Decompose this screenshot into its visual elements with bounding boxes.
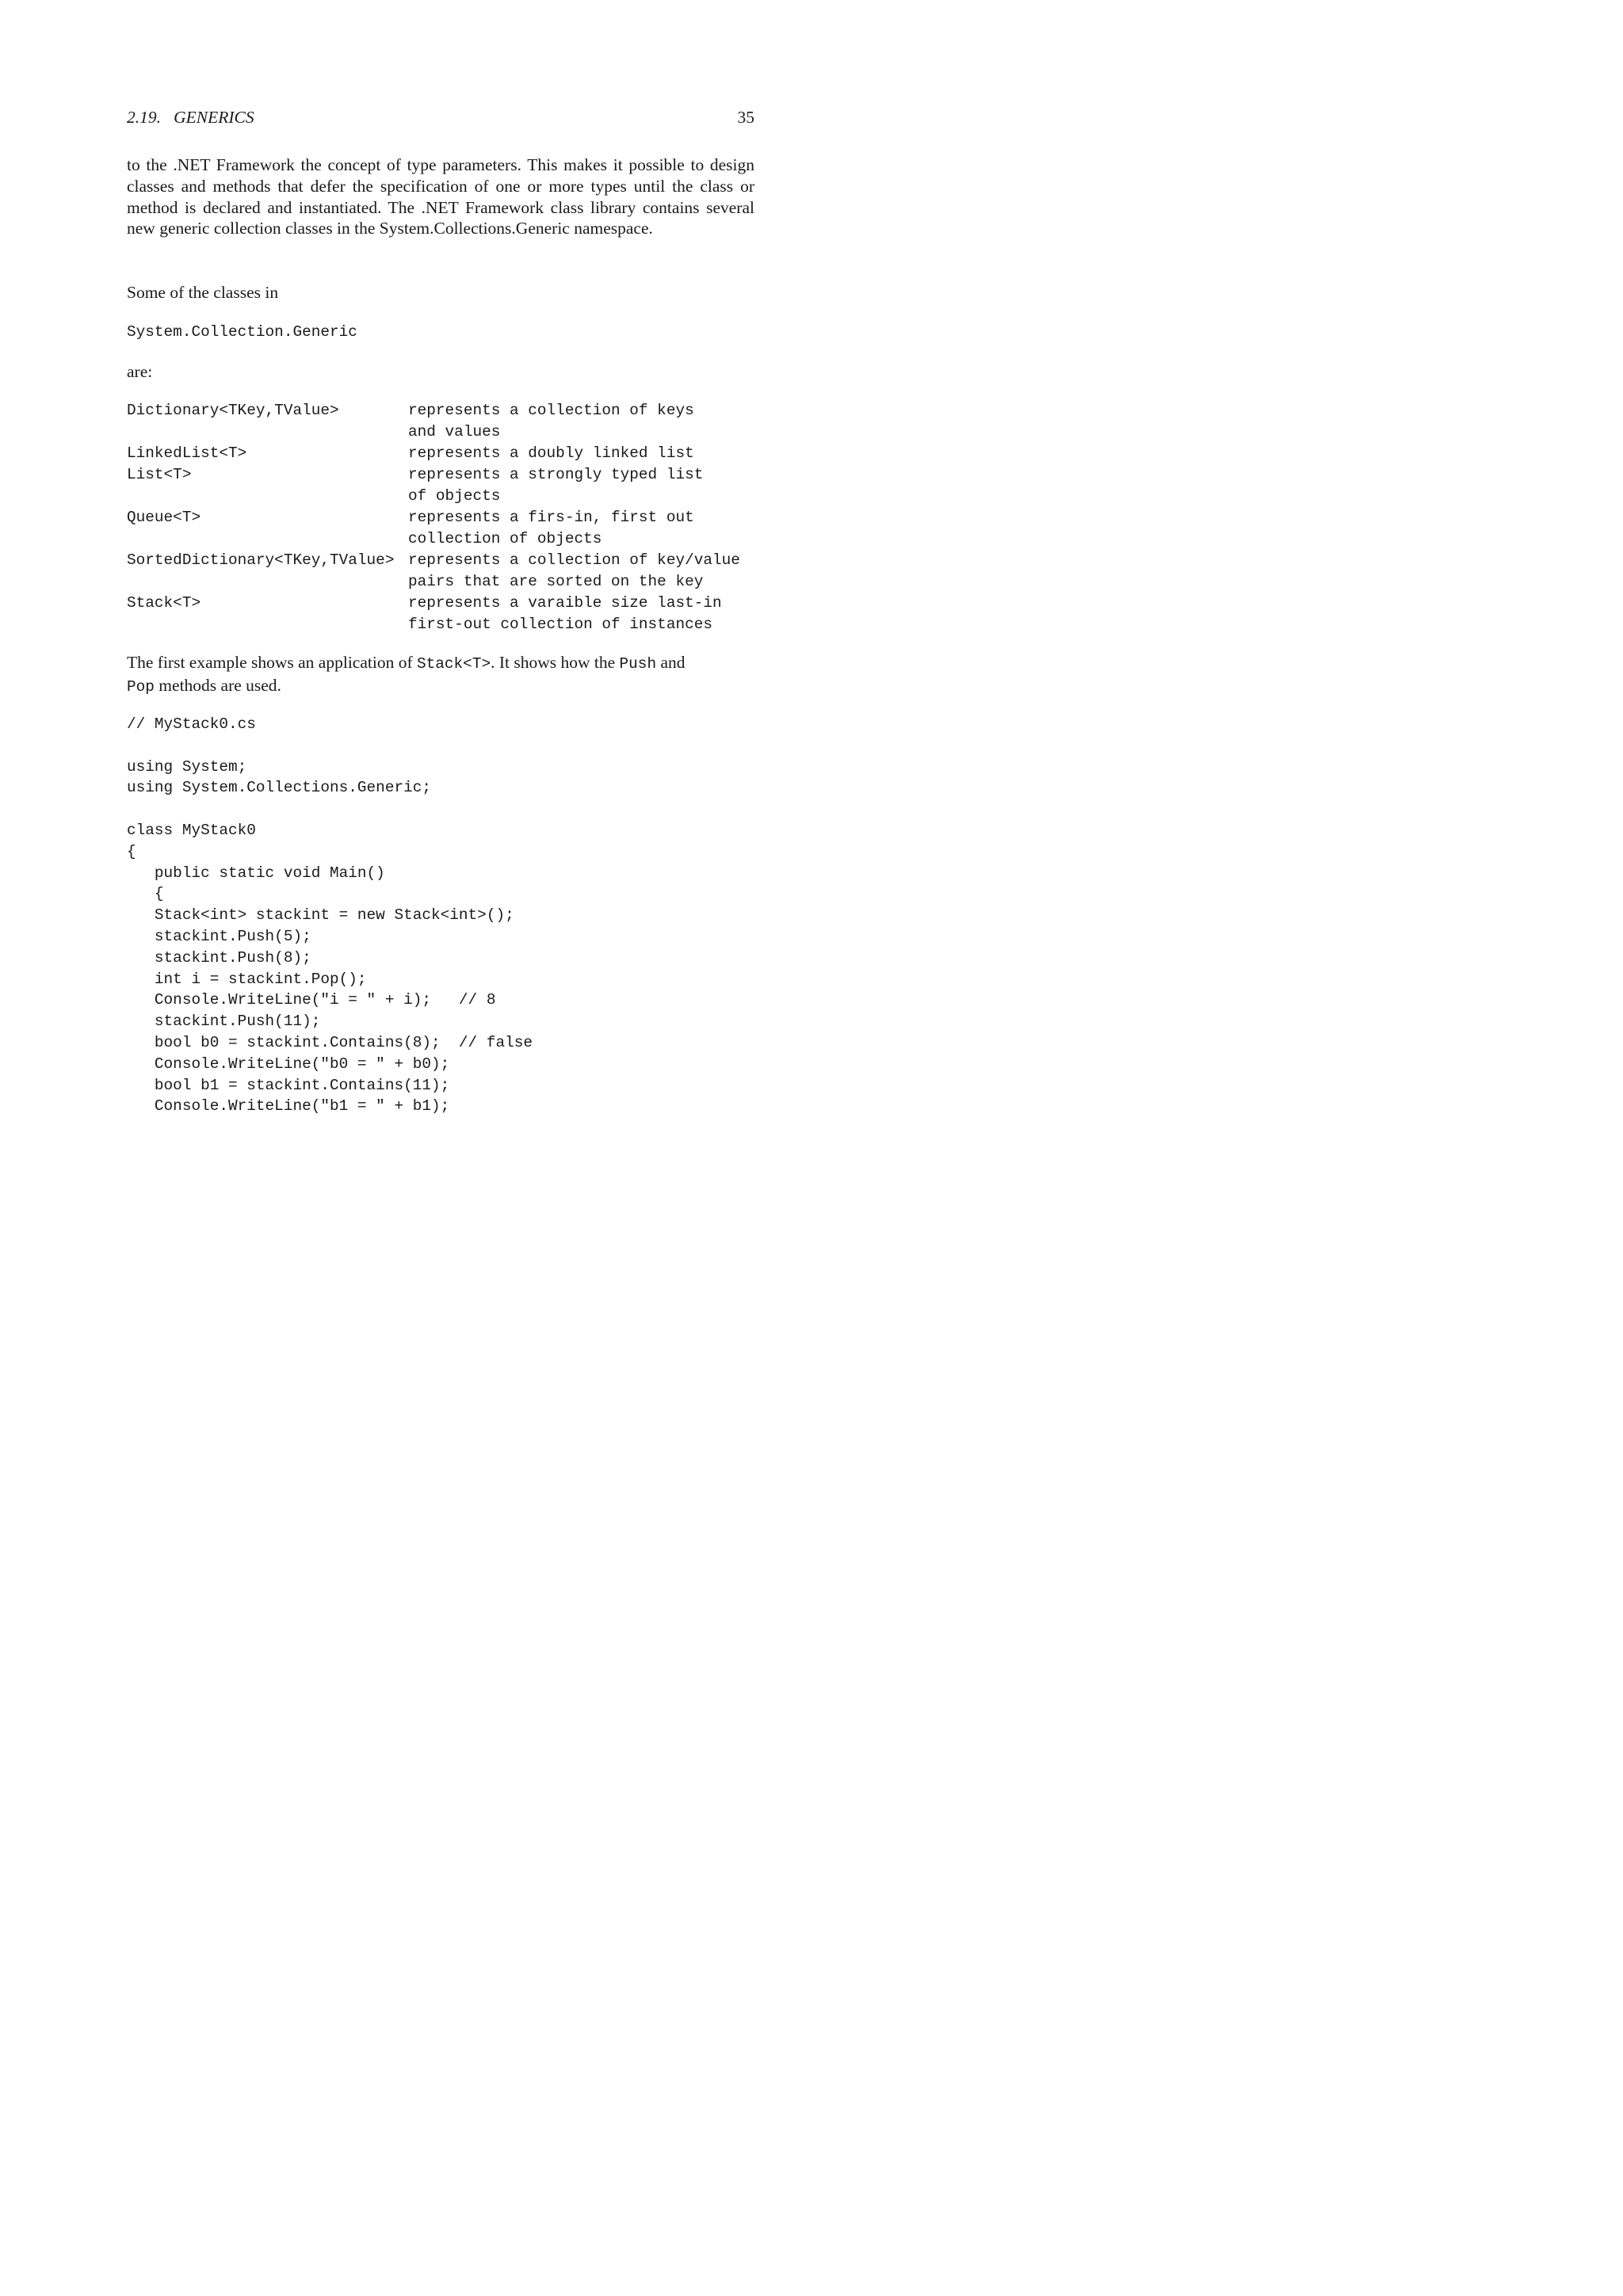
class-name: LinkedList<T> <box>127 444 247 462</box>
class-name: Stack<T> <box>127 594 201 612</box>
class-description: first-out collection of instances <box>408 616 712 633</box>
inline-code-pop: Pop <box>127 677 155 696</box>
code-line: Console.WriteLine("b0 = " + b0); <box>127 1055 450 1073</box>
class-description: represents a varaible size last-in <box>408 594 722 612</box>
some-classes-line: Some of the classes in <box>127 283 279 302</box>
class-description: represents a strongly typed list <box>408 466 704 483</box>
class-description: pairs that are sorted on the key <box>408 573 704 590</box>
code-line: Console.WriteLine("b1 = " + b1); <box>127 1097 450 1116</box>
code-line: int i = stackint.Pop(); <box>127 970 367 988</box>
class-name: Queue<T> <box>127 509 201 526</box>
class-description: represents a collection of keys <box>408 402 694 419</box>
class-description: represents a doubly linked list <box>408 444 694 462</box>
code-line: // MyStack0.cs <box>127 715 256 733</box>
are-line: are: <box>127 362 153 381</box>
code-line: bool b1 = stackint.Contains(11); <box>127 1076 450 1094</box>
code-line: { <box>127 842 136 860</box>
code-line: using System.Collections.Generic; <box>127 779 431 797</box>
example-paragraph <box>127 652 754 698</box>
code-line: Console.WriteLine("i = " + i); // 8 <box>127 991 496 1009</box>
class-description: represents a firs-in, first out <box>408 509 694 526</box>
class-name: SortedDictionary<TKey,TValue> <box>127 551 395 569</box>
class-description: represents a collection of key/value <box>408 551 740 569</box>
code-line: using System; <box>127 757 247 776</box>
code-line: { <box>127 885 164 903</box>
class-name: Dictionary<TKey,TValue> <box>127 402 339 419</box>
class-description: and values <box>408 423 501 441</box>
code-line: bool b0 = stackint.Contains(8); // false <box>127 1034 533 1051</box>
class-name: List<T> <box>127 466 192 483</box>
example-text: methods are used. <box>154 675 281 695</box>
class-description: collection of objects <box>408 530 602 547</box>
class-description: of objects <box>408 487 501 505</box>
example-text: The first example shows an application of <box>127 653 417 672</box>
inline-code-stack: Stack<T> <box>417 655 491 673</box>
code-line: Stack<int> stackint = new Stack<int>(); <box>127 906 514 925</box>
inline-code-push: Push <box>619 655 657 673</box>
example-text: and <box>656 653 685 672</box>
document-page <box>0 0 872 1233</box>
code-line: public static void Main() <box>127 864 385 882</box>
code-line: stackint.Push(11); <box>127 1013 321 1031</box>
code-line: stackint.Push(8); <box>127 948 311 967</box>
code-line: stackint.Push(5); <box>127 928 311 945</box>
code-line: class MyStack0 <box>127 822 256 839</box>
intro-paragraph: to the .NET Framework the concept of type parameters. This makes it possible to design classes and methods that defer the specification of one or more types until the class or method is declared and instantiated. The .NET Framework class library contains several new generic collection classes in the System.Collections.Generic namespace. <box>127 155 754 238</box>
namespace-line: System.Collection.Generic <box>127 323 357 341</box>
page-number: 35 <box>737 108 754 127</box>
example-text: . It shows how the <box>491 653 620 672</box>
running-header-section: 2.19. GENERICS <box>127 108 254 127</box>
